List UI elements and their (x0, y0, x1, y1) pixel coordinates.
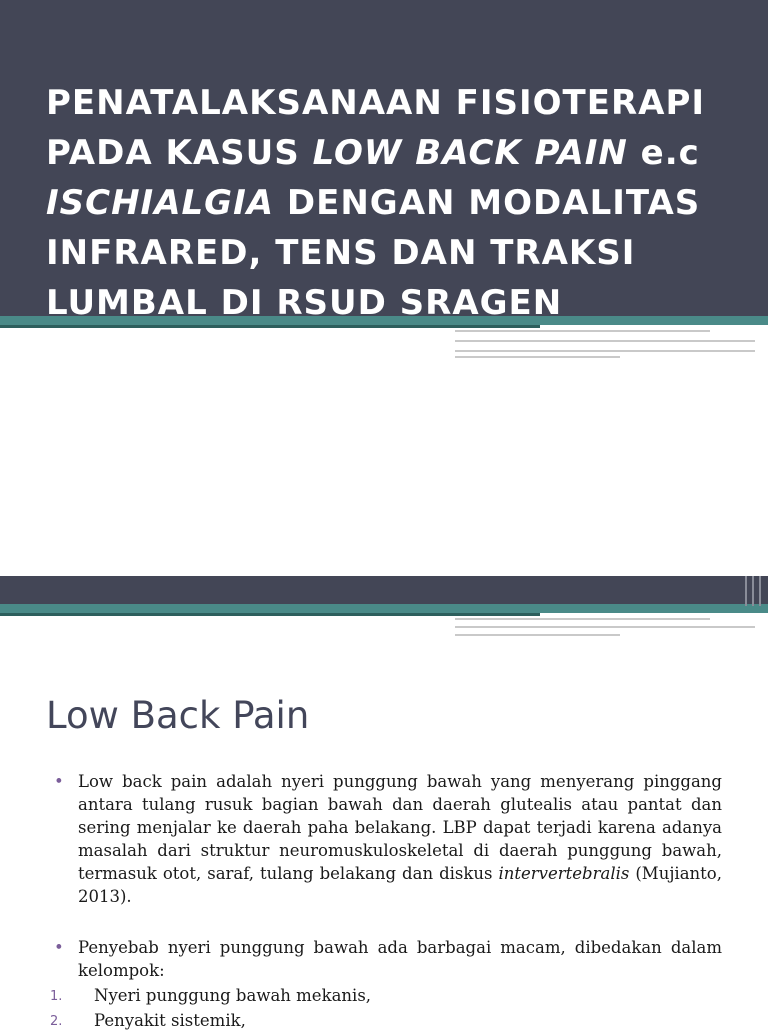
list-number: 2. (50, 1014, 63, 1029)
deco-line (455, 356, 620, 358)
deco-line (455, 330, 710, 332)
content-header-band (0, 576, 768, 606)
bullet-item: • Penyebab nyeri punggung bawah ada barbagai macam, dibedakan dalam kelompok: (54, 938, 722, 980)
deco-line (620, 333, 710, 335)
deco-line (455, 618, 710, 620)
list-item: 2. Penyakit sistemik, (48, 1009, 722, 1032)
list-item: 1. Nyeri punggung bawah mekanis, (48, 984, 722, 1007)
deco-line (455, 634, 620, 636)
section-heading: Low Back Pain (46, 694, 310, 737)
deco-line (455, 626, 755, 628)
content-body (48, 770, 722, 1032)
bullet-icon: • (54, 772, 64, 791)
slide-title: PENATALAKSANAAN FISIOTERAPI PADA KASUS LOW BACK PAIN e.c ISCHIALGIA DENGAN MODALITAS INFRARED, TENS DAN TRAKSI LUMBAL DI RSUD SRAGEN (46, 83, 706, 323)
deco-line (455, 350, 755, 352)
deco-line (455, 340, 755, 342)
list-number: 1. (50, 989, 63, 1004)
bullet-item: • Low back pain adalah nyeri punggung bawah yang menyerang pinggang antara tulang rusuk bagian bawah dan daerah glutealis atau pantat dan sering menjalar ke daerah paha belakang. LBP dapat terjadi karena adanya masalah dari struktur neuromuskuloskeletal di daerah punggung bawah, termasuk otot, saraf, tulang belakang dan diskus intervertebralis (Mujianto, 2013). (54, 772, 722, 906)
deco-line (745, 576, 747, 606)
bullet-icon: • (54, 938, 64, 957)
content-teal-bar (0, 604, 768, 613)
content-teal-shadow (0, 613, 540, 616)
deco-line (752, 576, 754, 606)
deco-line (759, 576, 761, 606)
